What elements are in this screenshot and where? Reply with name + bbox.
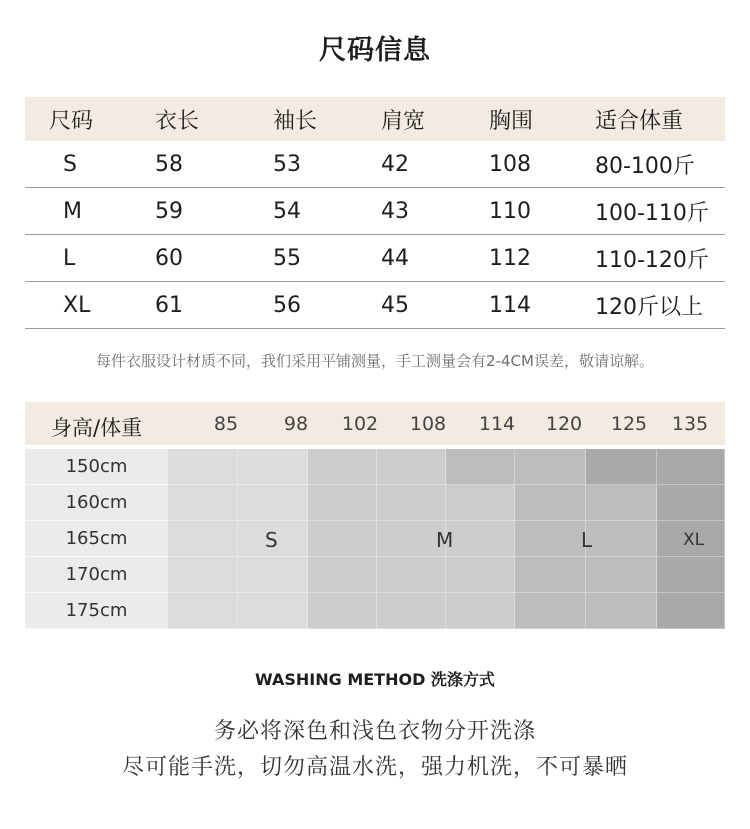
- shoulder-cell: 43: [381, 198, 409, 224]
- weight-cell: 120斤以上: [595, 294, 703, 320]
- sleeve-cell: 55: [273, 245, 301, 271]
- weight-tick: 135: [671, 413, 709, 435]
- zone-label-m: M: [436, 528, 454, 552]
- page-title: 尺码信息: [319, 35, 431, 66]
- zone-label-s: S: [265, 528, 278, 552]
- weight-tick: 120: [545, 413, 583, 435]
- length-cell: 58: [155, 151, 183, 177]
- grid-cell-xl: [657, 485, 725, 521]
- height-weight-label: 身高/体重: [51, 416, 143, 440]
- grid-cell-s: [168, 521, 238, 557]
- height-label: 150cm: [25, 449, 168, 485]
- weight-tick: 114: [478, 413, 516, 435]
- height-label: 165cm: [25, 521, 168, 557]
- grid-cell-l: [515, 449, 586, 485]
- table-row: [25, 282, 725, 329]
- grid-cell-s: [238, 485, 308, 521]
- grid-cell-s: [168, 485, 238, 521]
- grid-cell-s: [168, 449, 238, 485]
- table-row: [25, 141, 725, 188]
- weight-cell: 110-120斤: [595, 247, 709, 273]
- grid-cell-m: [308, 557, 377, 593]
- grid-cell-s: [238, 557, 308, 593]
- header-size: 尺码: [49, 108, 94, 134]
- washing-title: WASHING METHOD 洗涤方式: [255, 670, 495, 689]
- grid-cell-m: [446, 557, 515, 593]
- chest-cell: 114: [489, 292, 531, 318]
- weight-tick: 125: [610, 413, 648, 435]
- shoulder-cell: 45: [381, 292, 409, 318]
- size-cell: XL: [63, 292, 91, 318]
- grid-cell-xl: [657, 557, 725, 593]
- grid-cell-m: [308, 521, 377, 557]
- size-table: [25, 97, 725, 329]
- grid-cell-m: [446, 485, 515, 521]
- grid-cell-m: [308, 449, 377, 485]
- header-length: 衣长: [155, 108, 200, 134]
- height-weight-header: [25, 402, 725, 445]
- grid-cell-l: [515, 593, 586, 629]
- grid-cell-s: [238, 449, 308, 485]
- grid-cell-s: [238, 593, 308, 629]
- grid-cell-m: [308, 593, 377, 629]
- shoulder-cell: 44: [381, 245, 409, 271]
- weight-tick: 108: [409, 413, 447, 435]
- grid-cell-l: [515, 557, 586, 593]
- grid-cell-m: [377, 449, 446, 485]
- grid-cell-xl: [657, 593, 725, 629]
- header-sleeve: 袖长: [273, 108, 318, 134]
- sleeve-cell: 53: [273, 151, 301, 177]
- grid-cell-xl: [586, 449, 657, 485]
- grid-cell-s: [168, 593, 238, 629]
- height-label: 170cm: [25, 557, 168, 593]
- zone-label-l: L: [581, 528, 593, 552]
- washing-line: 尽可能手洗，切勿高温水洗，强力机洗，不可暴晒: [121, 755, 628, 780]
- size-cell: L: [63, 245, 76, 271]
- grid-cell-l: [515, 521, 586, 557]
- grid-cell-m: [377, 593, 446, 629]
- size-table-header: [25, 97, 725, 141]
- shoulder-cell: 42: [381, 151, 409, 177]
- height-label: 175cm: [25, 593, 168, 629]
- grid-cell-m: [377, 557, 446, 593]
- zone-label-xl: XL: [683, 530, 705, 550]
- header-weight: 适合体重: [595, 108, 684, 134]
- grid-cell-s: [168, 557, 238, 593]
- weight-cell: 100-110斤: [595, 200, 709, 226]
- grid-cell-l: [446, 449, 515, 485]
- washing-line: 务必将深色和浅色衣物分开洗涤: [213, 719, 536, 744]
- grid-cell-l: [586, 557, 657, 593]
- length-cell: 61: [155, 292, 183, 318]
- grid-cell-m: [377, 485, 446, 521]
- weight-cell: 80-100斤: [595, 153, 695, 179]
- weight-tick: 98: [283, 413, 309, 435]
- size-cell: M: [63, 198, 82, 224]
- grid-cell-xl: [657, 449, 725, 485]
- sleeve-cell: 54: [273, 198, 301, 224]
- grid-cell-m: [446, 593, 515, 629]
- height-label: 160cm: [25, 485, 168, 521]
- header-shoulder: 肩宽: [381, 108, 426, 134]
- table-row: [25, 235, 725, 282]
- chest-cell: 110: [489, 198, 531, 224]
- header-chest: 胸围: [489, 108, 534, 134]
- chest-cell: 108: [489, 151, 531, 177]
- grid-cell-m: [446, 521, 515, 557]
- weight-tick: 85: [213, 413, 239, 435]
- sleeve-cell: 56: [273, 292, 301, 318]
- grid-cell-l: [515, 485, 586, 521]
- grid-cell-l: [586, 485, 657, 521]
- grid-cell-m: [308, 485, 377, 521]
- height-weight-grid: [25, 449, 725, 629]
- grid-cell-l: [586, 521, 657, 557]
- grid-cell-l: [586, 593, 657, 629]
- weight-tick: 102: [341, 413, 379, 435]
- length-cell: 60: [155, 245, 183, 271]
- measurement-note: 每件衣服设计材质不同，我们采用平铺测量，手工测量会有2-4CM误差，敬请谅解。: [96, 352, 654, 370]
- length-cell: 59: [155, 198, 183, 224]
- chest-cell: 112: [489, 245, 531, 271]
- table-row: [25, 188, 725, 235]
- size-cell: S: [63, 151, 77, 177]
